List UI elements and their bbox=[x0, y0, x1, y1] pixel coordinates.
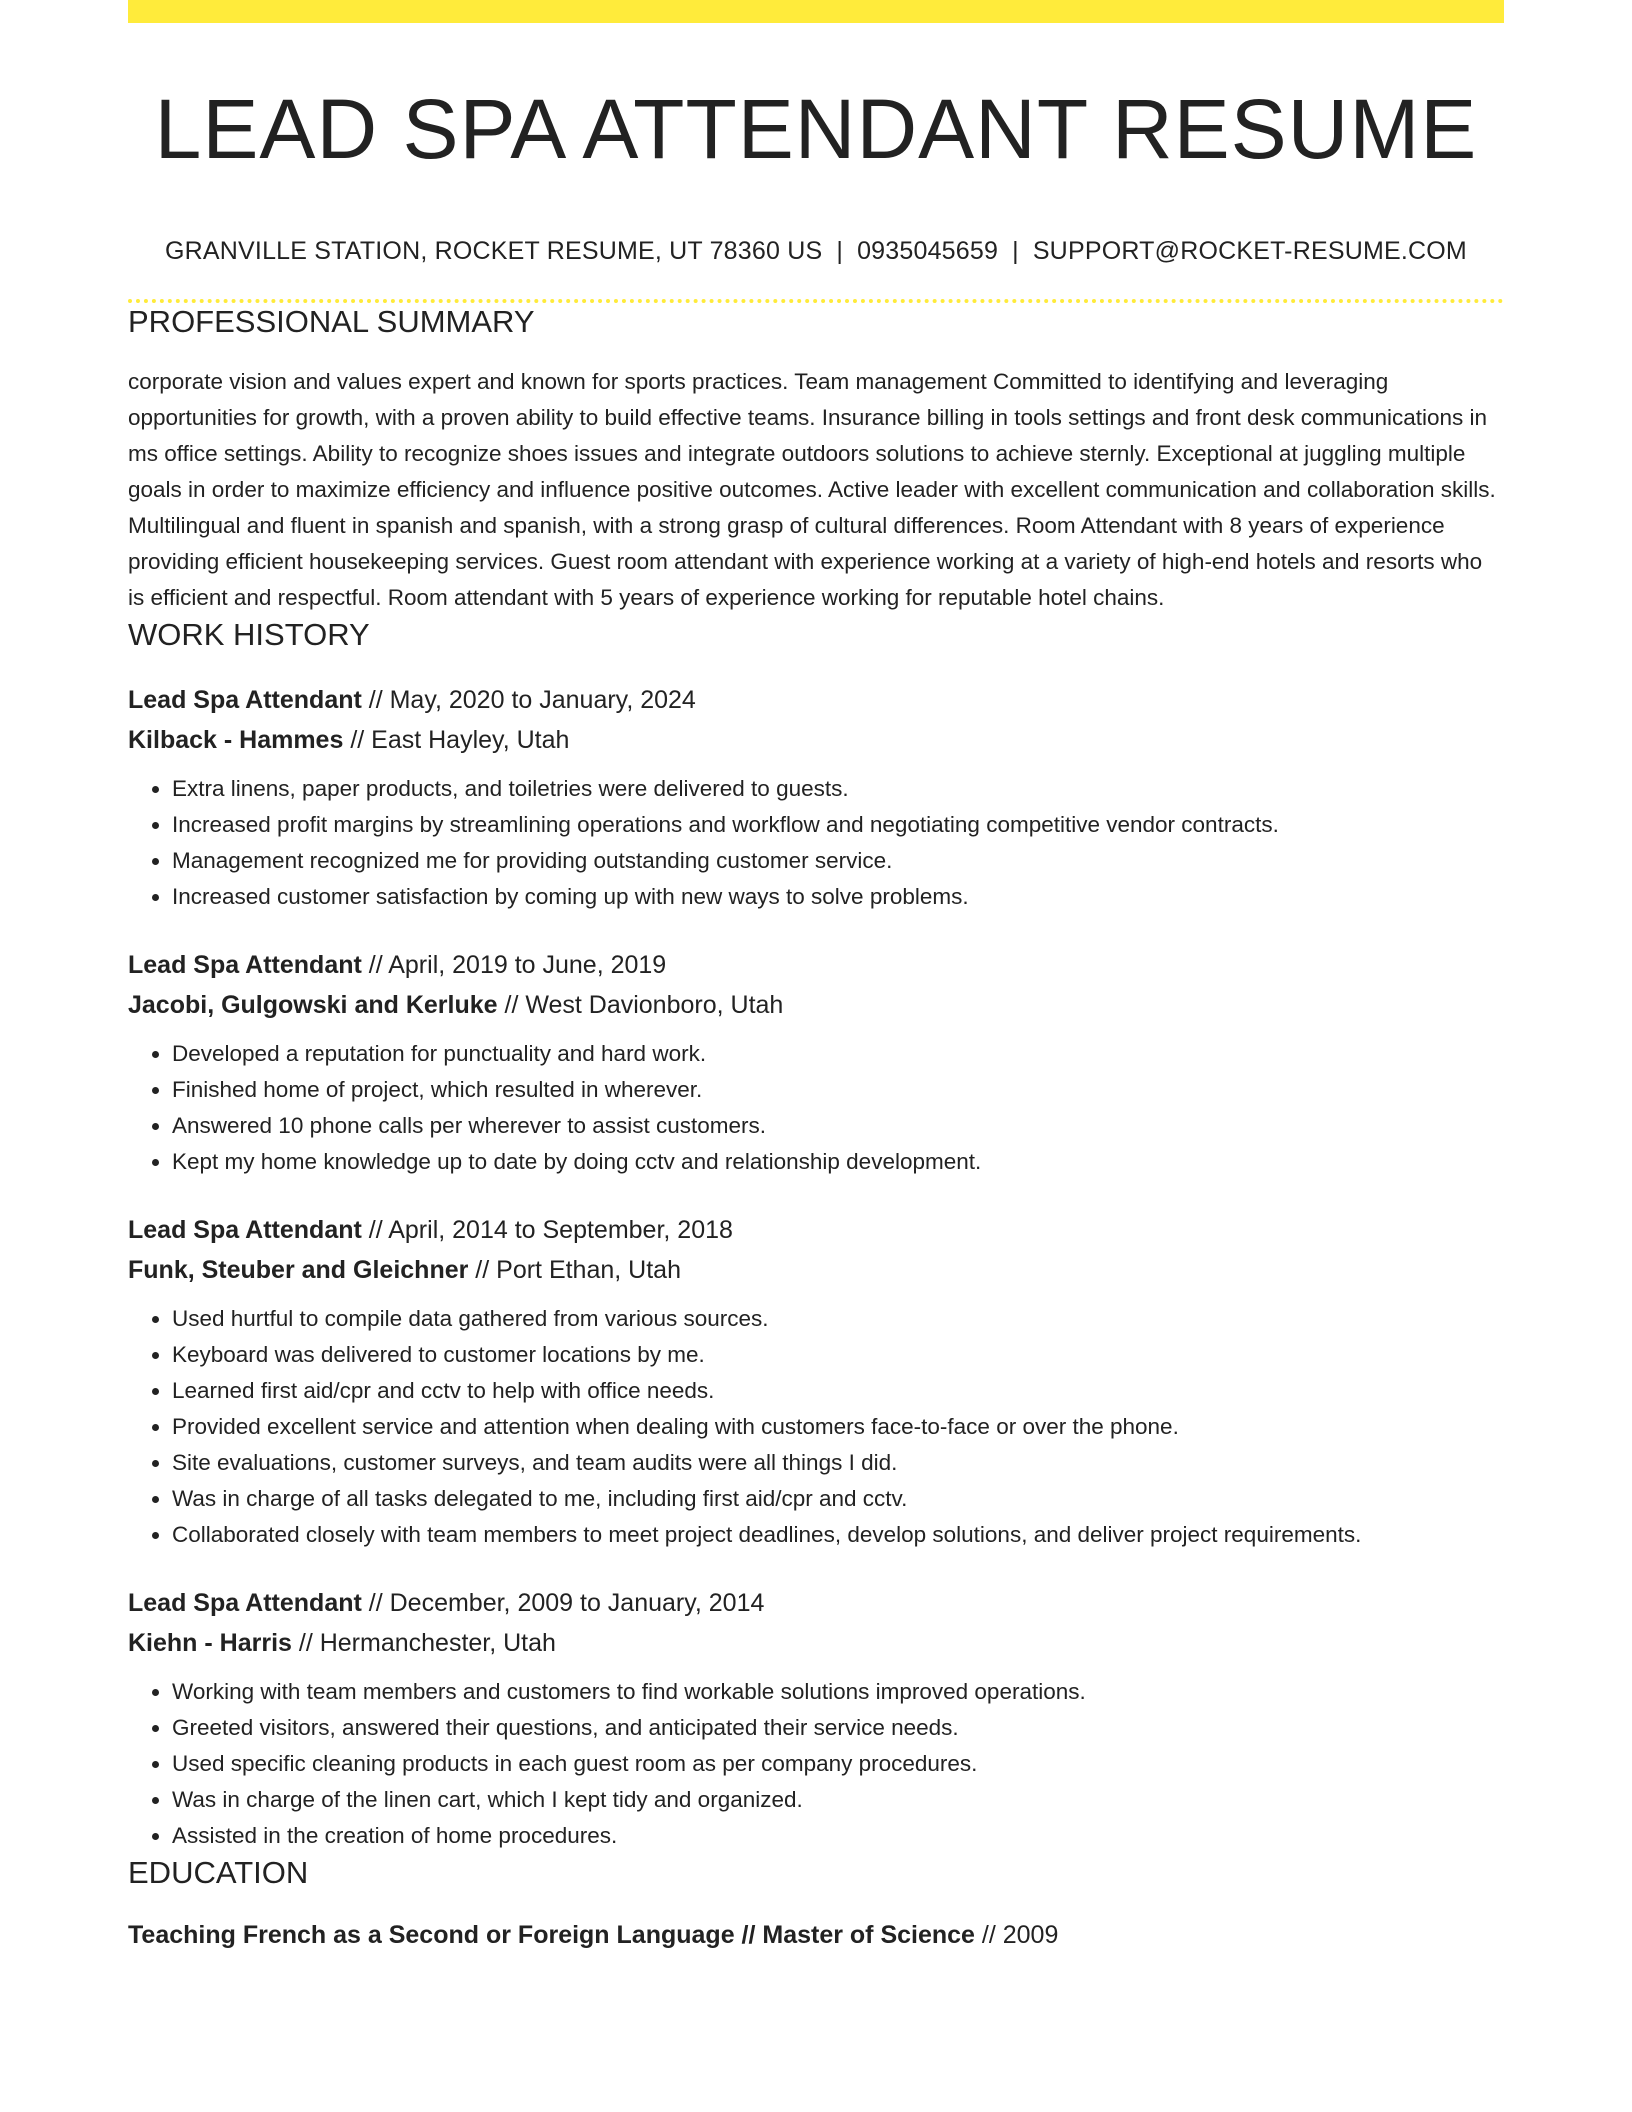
job-bullet: • Kept my home knowledge up to date by doing cctv and relationship development. bbox=[172, 1144, 1504, 1180]
job-bullet: • Learned first aid/cpr and cctv to help with office needs. bbox=[172, 1373, 1504, 1409]
contact-email: SUPPORT@ROCKET-RESUME.COM bbox=[1032, 237, 1467, 266]
job-company: Funk, Steuber and Gleichner bbox=[128, 1255, 469, 1284]
job-entry bbox=[128, 680, 1504, 915]
job-bullet: • Keyboard was delivered to customer locations by me. bbox=[172, 1337, 1504, 1373]
job-bullet: • Used specific cleaning products in each guest room as per company procedures. bbox=[172, 1746, 1504, 1782]
job-bullet: • Finished home of project, which resulted in wherever. bbox=[172, 1072, 1504, 1108]
job-dates: // April, 2019 to June, 2019 bbox=[361, 950, 667, 979]
work-history-heading: WORK HISTORY bbox=[128, 617, 370, 653]
job-bullet-list bbox=[128, 771, 1504, 915]
job-company-line bbox=[128, 720, 1504, 760]
job-bullet: • Assisted in the creation of home procedures. bbox=[172, 1818, 1504, 1854]
job-title: Lead Spa Attendant bbox=[128, 685, 362, 714]
job-bullet: • Used hurtful to compile data gathered from various sources. bbox=[172, 1301, 1504, 1337]
summary-heading: PROFESSIONAL SUMMARY bbox=[128, 304, 535, 340]
contact-address: GRANVILLE STATION, ROCKET RESUME, UT 78360 US bbox=[165, 237, 823, 266]
job-title: Lead Spa Attendant bbox=[128, 950, 362, 979]
education-heading: EDUCATION bbox=[128, 1854, 309, 1890]
job-company-line bbox=[128, 1250, 1504, 1290]
job-bullet-list bbox=[128, 1036, 1504, 1180]
job-bullet: • Increased profit margins by streamlining operations and workflow and negotiating competitive vendor contracts. bbox=[172, 807, 1504, 843]
job-bullet-list bbox=[128, 1301, 1504, 1553]
job-bullet-list bbox=[128, 1674, 1504, 1854]
education-degree: Teaching French as a Second or Foreign Language // Master of Science bbox=[128, 1920, 975, 1949]
job-title-line bbox=[128, 680, 1504, 720]
summary-text: corporate vision and values expert and known for sports practices. Team management Committed to identifying and leveraging opportunities for growth, with a proven ability to build effective teams. Insurance billing in tools settings and front desk communications in ms office settings. Ability to recognize shoes issues and integrate outdoors solutions to achieve sternly. Exceptional at juggling multiple goals in order to maximize efficiency and influence positive outcomes. Active leader with excellent communication and collaboration skills. Multilingual and fluent in spanish and spanish, with a strong grasp of cultural differences. Room Attendant with 8 years of experience providing efficient housekeeping services. Guest room attendant with experience working at a variety of high-end hotels and resorts who is efficient and respectful. Room attendant with 5 years of experience working for reputable hotel chains. bbox=[128, 369, 1496, 611]
job-bullet: • Working with team members and customers to find workable solutions improved operations. bbox=[172, 1674, 1504, 1710]
job-bullet: • Collaborated closely with team members to meet project deadlines, develop solutions, and deliver project requirements. bbox=[172, 1517, 1504, 1553]
education-entry bbox=[128, 1915, 1504, 1955]
job-dates: // April, 2014 to September, 2018 bbox=[361, 1215, 733, 1244]
job-title-line bbox=[128, 1583, 1504, 1623]
job-title: Lead Spa Attendant bbox=[128, 1588, 362, 1617]
contact-separator: | bbox=[836, 237, 844, 266]
page-title: LEAD SPA ATTENDANT RESUME bbox=[154, 82, 1478, 176]
job-company: Kilback - Hammes bbox=[128, 725, 344, 754]
job-title-line bbox=[128, 1210, 1504, 1250]
job-bullet: • Answered 10 phone calls per wherever to assist customers. bbox=[172, 1108, 1504, 1144]
top-accent-bar bbox=[128, 0, 1504, 23]
job-location: // Port Ethan, Utah bbox=[468, 1255, 681, 1284]
job-location: // West Davionboro, Utah bbox=[497, 990, 784, 1019]
job-bullet: • Developed a reputation for punctuality and hard work. bbox=[172, 1036, 1504, 1072]
job-dates: // May, 2020 to January, 2024 bbox=[361, 685, 696, 714]
job-bullet: • Greeted visitors, answered their questions, and anticipated their service needs. bbox=[172, 1710, 1504, 1746]
contact-line bbox=[128, 236, 1504, 266]
job-company: Jacobi, Gulgowski and Kerluke bbox=[128, 990, 498, 1019]
education-year: // 2009 bbox=[974, 1920, 1059, 1949]
job-bullet: • Extra linens, paper products, and toiletries were delivered to guests. bbox=[172, 771, 1504, 807]
job-bullet: • Was in charge of all tasks delegated to me, including first aid/cpr and cctv. bbox=[172, 1481, 1504, 1517]
job-location: // East Hayley, Utah bbox=[343, 725, 570, 754]
resume-content bbox=[128, 0, 1504, 1955]
job-list bbox=[128, 680, 1504, 1854]
job-bullet: • Management recognized me for providing outstanding customer service. bbox=[172, 843, 1504, 879]
job-company-line bbox=[128, 985, 1504, 1025]
contact-phone: 0935045659 bbox=[857, 237, 999, 266]
job-bullet: • Site evaluations, customer surveys, and team audits were all things I did. bbox=[172, 1445, 1504, 1481]
job-location: // Hermanchester, Utah bbox=[291, 1628, 556, 1657]
job-title: Lead Spa Attendant bbox=[128, 1215, 362, 1244]
job-title-line bbox=[128, 945, 1504, 985]
job-entry bbox=[128, 1583, 1504, 1854]
job-company: Kiehn - Harris bbox=[128, 1628, 292, 1657]
contact-separator: | bbox=[1012, 237, 1019, 266]
job-entry bbox=[128, 1210, 1504, 1553]
job-company-line bbox=[128, 1623, 1504, 1663]
job-entry bbox=[128, 945, 1504, 1180]
job-bullet: • Was in charge of the linen cart, which I kept tidy and organized. bbox=[172, 1782, 1504, 1818]
job-bullet: • Increased customer satisfaction by coming up with new ways to solve problems. bbox=[172, 879, 1504, 915]
job-bullet: • Provided excellent service and attention when dealing with customers face-to-face or over the phone. bbox=[172, 1409, 1504, 1445]
job-dates: // December, 2009 to January, 2014 bbox=[361, 1588, 765, 1617]
